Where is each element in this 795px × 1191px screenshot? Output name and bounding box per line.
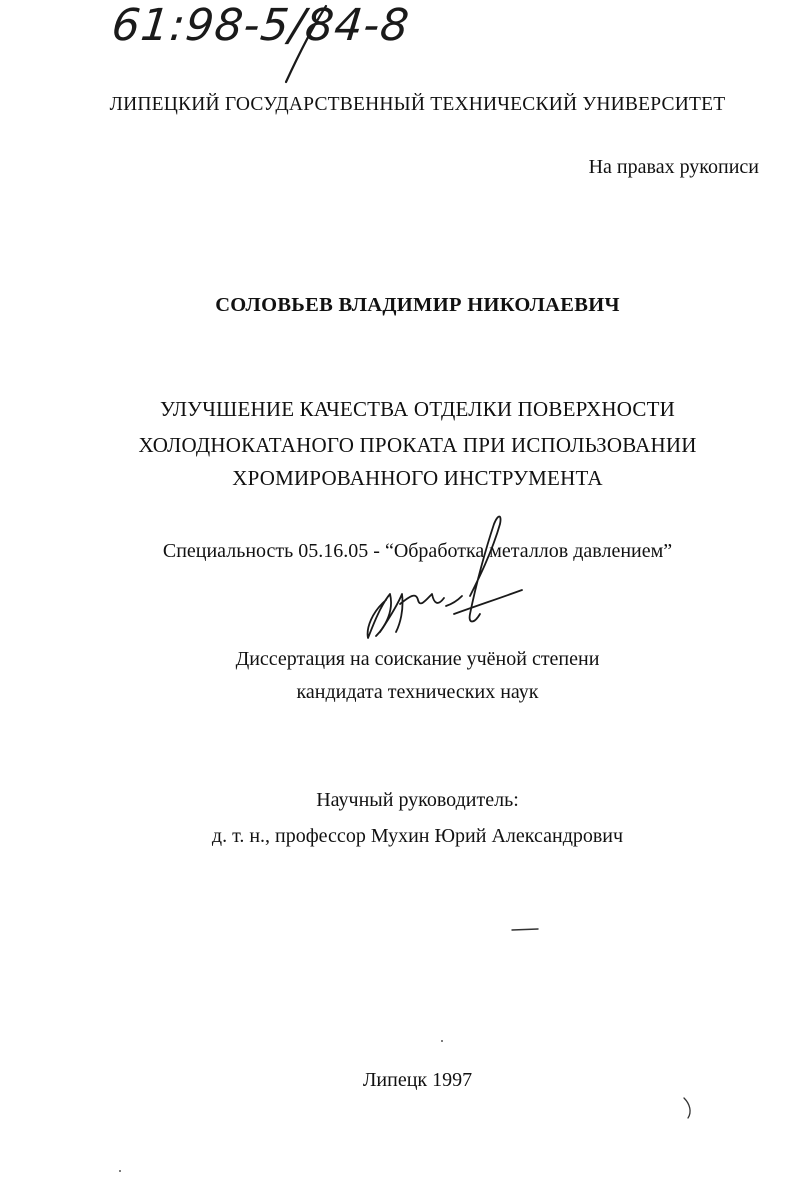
- archive-number: 61:98-5/84-8: [109, 0, 413, 51]
- pencil-dash-icon: [512, 929, 538, 930]
- place-year: Липецк 1997: [362, 1069, 473, 1091]
- archive-slash-icon: [286, 6, 326, 82]
- specialty: Специальность 05.16.05 - “Обработка металлов давлением”: [162, 540, 673, 562]
- university-name: ЛИПЕЦКИЙ ГОСУДАРСТВЕННЫЙ ТЕХНИЧЕСКИЙ УНИВЕРСИТЕТ: [109, 94, 726, 115]
- signature-icon: [368, 517, 522, 639]
- supervisor-name: д. т. н., профессор Мухин Юрий Александрович: [211, 825, 624, 847]
- speck-dot-icon: [119, 1170, 121, 1172]
- manuscript-rights: На правах рукописи: [588, 156, 759, 178]
- supervisor-label: Научный руководитель:: [316, 789, 519, 811]
- dissertation-degree-line-2: кандидата технических наук: [296, 681, 539, 703]
- speck-dot-icon: [441, 1040, 443, 1042]
- dissertation-degree-line-1: Диссертация на соискание учёной степени: [235, 648, 600, 670]
- author-name: СОЛОВЬЕВ ВЛАДИМИР НИКОЛАЕВИЧ: [215, 294, 620, 316]
- title-line-1: УЛУЧШЕНИЕ КАЧЕСТВА ОТДЕЛКИ ПОВЕРХНОСТИ: [160, 397, 675, 421]
- pencil-tick-icon: [684, 1098, 690, 1118]
- title-line-2: ХОЛОДНОКАТАНОГО ПРОКАТА ПРИ ИСПОЛЬЗОВАНИИ: [138, 433, 697, 457]
- title-line-3: ХРОМИРОВАННОГО ИНСТРУМЕНТА: [232, 466, 603, 490]
